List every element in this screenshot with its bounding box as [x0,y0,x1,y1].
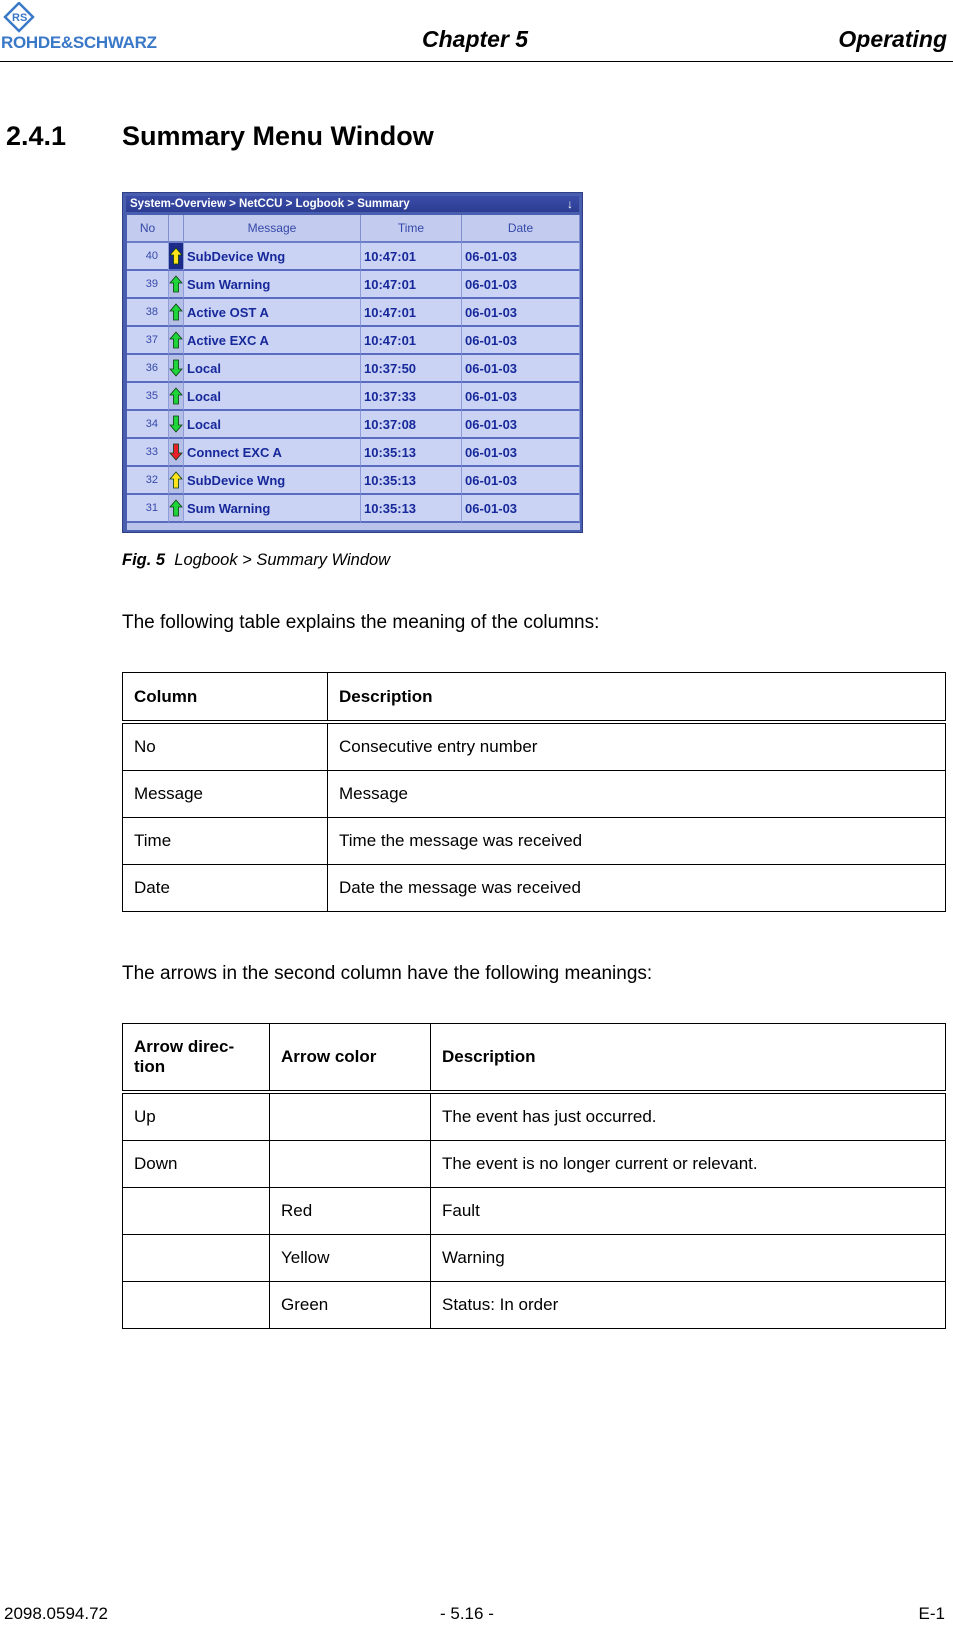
table-row [123,865,946,912]
arrow-cell [169,243,184,271]
column-header-no[interactable]: No [127,215,169,243]
arrow-cell [169,355,184,383]
columns-table [122,672,946,912]
table-row [123,1188,946,1235]
message: Active OST A [184,299,361,327]
arrow-down-icon [169,358,183,378]
logbook-row[interactable] [127,467,580,495]
arrow-cell [169,411,184,439]
table-row [123,771,946,818]
figure-label: Fig. 5 [122,551,166,569]
date: 06-01-03 [462,439,580,467]
cell-direction [123,1235,270,1282]
header-description: Description [431,1024,946,1093]
cell-color: Green [270,1282,431,1329]
logbook-summary-screenshot [122,192,583,533]
message: SubDevice Wng [184,243,361,271]
arrows-intro-text: The arrows in the second column have the following meanings: [122,963,653,984]
time: 10:47:01 [361,243,462,271]
time: 10:37:33 [361,383,462,411]
header-description: Description [328,673,946,723]
breadcrumb-bar [126,196,579,212]
table-row [123,722,946,771]
logbook-table [127,215,580,523]
arrow-down-icon [169,414,183,434]
entry-number: 33 [127,439,169,467]
time: 10:35:13 [361,467,462,495]
arrow-cell [169,299,184,327]
date: 06-01-03 [462,299,580,327]
cell-direction: Up [123,1092,270,1141]
header-divider [0,61,953,62]
logbook-row[interactable] [127,243,580,271]
arrow-cell [169,495,184,523]
date: 06-01-03 [462,355,580,383]
columns-intro-text: The following table explains the meaning of the columns: [122,612,600,633]
header-arrow-color: Arrow color [270,1024,431,1093]
time: 10:47:01 [361,299,462,327]
breadcrumb[interactable]: System-Overview > NetCCU > Logbook > Summary [130,198,410,210]
arrow-up-icon [169,274,183,294]
arrow-up-icon [169,498,183,518]
column-header-message[interactable]: Message [184,215,361,243]
column-header-time[interactable]: Time [361,215,462,243]
cell-description: Consecutive entry number [328,722,946,771]
cell-description: Warning [431,1235,946,1282]
cell-description: The event is no longer current or relevant. [431,1141,946,1188]
table-row [123,1141,946,1188]
cell-direction [123,1282,270,1329]
date: 06-01-03 [462,411,580,439]
table-row [123,1092,946,1141]
cell-column: Time [123,818,328,865]
cell-description: The event has just occurred. [431,1092,946,1141]
table-row [123,1235,946,1282]
header-title: Operating [838,26,947,52]
entry-number: 35 [127,383,169,411]
arrow-up-icon [169,246,183,266]
cell-direction [123,1188,270,1235]
message: Local [184,355,361,383]
cell-color: Red [270,1188,431,1235]
logbook-row[interactable] [127,327,580,355]
logbook-row[interactable] [127,411,580,439]
logbook-grid [127,215,580,530]
entry-number: 36 [127,355,169,383]
column-header-arrow[interactable] [169,215,184,243]
entry-number: 39 [127,271,169,299]
message: Local [184,411,361,439]
cell-description: Status: In order [431,1282,946,1329]
download-arrow-icon[interactable]: ↓ [567,197,573,211]
section-number: 2.4.1 [6,121,67,151]
message: Active EXC A [184,327,361,355]
message: Sum Warning [184,495,361,523]
document-number: 2098.0594.72 [4,1604,108,1623]
columns-table-header [123,673,946,723]
time: 10:47:01 [361,327,462,355]
entry-number: 37 [127,327,169,355]
date: 06-01-03 [462,383,580,411]
logbook-row[interactable] [127,299,580,327]
logo-wordmark: ROHDE&SCHWARZ [1,33,157,52]
logbook-row[interactable] [127,355,580,383]
time: 10:37:50 [361,355,462,383]
cell-column: Date [123,865,328,912]
header-arrow-direction [123,1024,270,1093]
arrows-table-header [123,1024,946,1093]
page-number: - 5.16 - [440,1604,494,1623]
date: 06-01-03 [462,243,580,271]
table-row [123,1282,946,1329]
arrow-up-icon [169,302,183,322]
time: 10:47:01 [361,271,462,299]
entry-number: 40 [127,243,169,271]
time: 10:35:13 [361,495,462,523]
arrow-cell [169,467,184,495]
header-arrow-direction-text: Arrow direc- tion [134,1037,235,1076]
message: Sum Warning [184,271,361,299]
time: 10:35:13 [361,439,462,467]
logbook-row[interactable] [127,383,580,411]
cell-column: No [123,722,328,771]
date: 06-01-03 [462,271,580,299]
figure-caption [122,551,390,570]
arrows-table [122,1023,946,1329]
cell-description: Date the message was received [328,865,946,912]
date: 06-01-03 [462,467,580,495]
svg-text:RS: RS [12,12,28,24]
entry-number: 31 [127,495,169,523]
date: 06-01-03 [462,495,580,523]
cell-color [270,1092,431,1141]
header-column: Column [123,673,328,723]
logbook-row[interactable] [127,439,580,467]
cell-description: Time the message was received [328,818,946,865]
section-title: Summary Menu Window [122,121,434,151]
cell-description: Fault [431,1188,946,1235]
date: 06-01-03 [462,327,580,355]
cell-description: Message [328,771,946,818]
table-row [123,818,946,865]
cell-color: Yellow [270,1235,431,1282]
arrow-cell [169,383,184,411]
message: SubDevice Wng [184,467,361,495]
arrow-down-icon [169,442,183,462]
figure-caption-text: Logbook > Summary Window [174,551,391,569]
message: Local [184,383,361,411]
rohde-schwarz-logo [0,2,225,52]
arrow-cell [169,439,184,467]
arrow-up-icon [169,330,183,350]
edition-label: E-1 [918,1604,945,1623]
cell-direction: Down [123,1141,270,1188]
entry-number: 34 [127,411,169,439]
arrow-up-icon [169,470,183,490]
chapter-label: Chapter 5 [422,26,529,52]
arrow-cell [169,327,184,355]
logbook-row[interactable] [127,271,580,299]
cell-column: Message [123,771,328,818]
entry-number: 32 [127,467,169,495]
cell-color [270,1141,431,1188]
message: Connect EXC A [184,439,361,467]
logbook-header-row [127,215,580,243]
entry-number: 38 [127,299,169,327]
logbook-row[interactable] [127,495,580,523]
column-header-date[interactable]: Date [462,215,580,243]
time: 10:37:08 [361,411,462,439]
arrow-up-icon [169,386,183,406]
arrow-cell [169,271,184,299]
